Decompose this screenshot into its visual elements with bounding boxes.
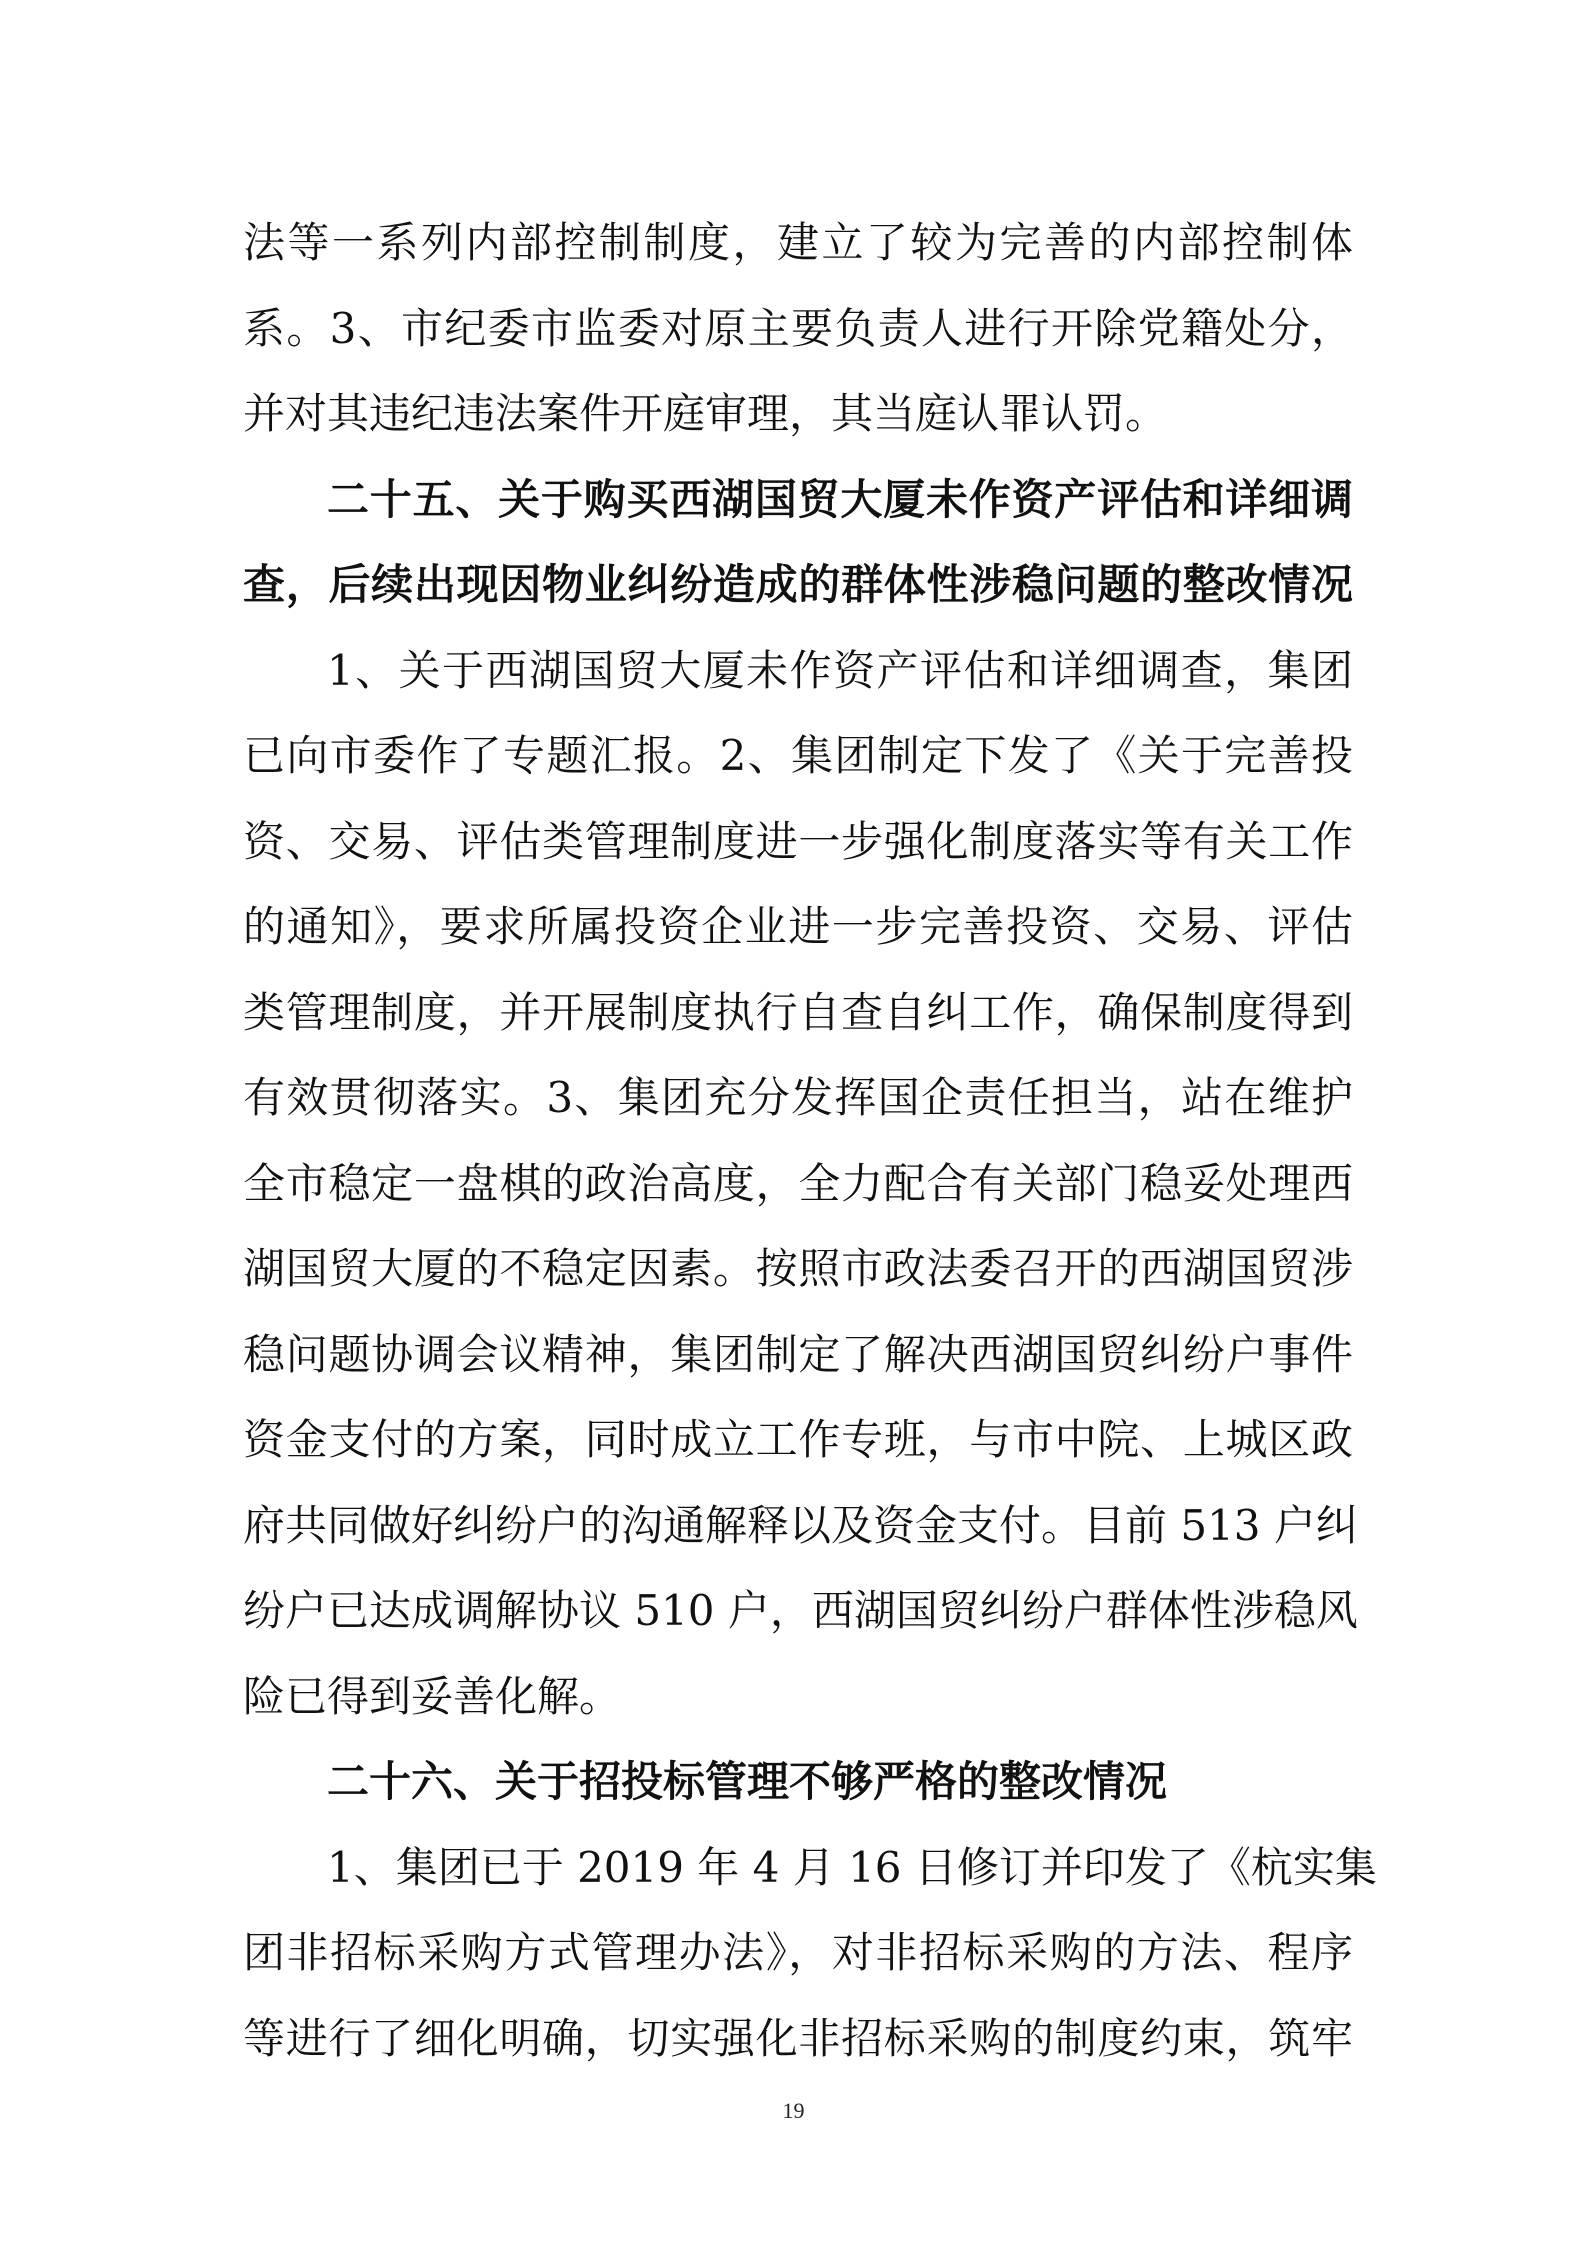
text-line: 府共同做好纠纷户的沟通解释以及资金支付。目前 513 户纠 <box>243 1500 1358 1550</box>
paragraph-continuation <box>243 200 1353 457</box>
text-line: 纷户已达成调解协议 510 户，西湖国贸纠纷户群体性涉稳风 <box>243 1586 1358 1635</box>
text-line: 全市稳定一盘棋的政治高度，全力配合有关部门稳妥处理西 <box>243 1158 1353 1208</box>
heading-line: 二十六、关于招投标管理不够严格的整改情况 <box>327 1757 1168 1806</box>
text-line: 资、交易、评估类管理制度进一步强化制度落实等有关工作 <box>243 816 1353 866</box>
paragraph-26 <box>243 1825 1377 2082</box>
paragraph-25 <box>243 628 1358 1740</box>
text-line: 类管理制度，并开展制度执行自查自纠工作，确保制度得到 <box>243 987 1353 1037</box>
text-line: 险已得到妥善化解。 <box>243 1671 622 1721</box>
text-line: 系。3、市纪委市监委对原主要负责人进行开除党籍处分， <box>243 303 1353 353</box>
document-page <box>243 200 1377 2081</box>
text-line: 并对其违纪违法案件开庭审理，其当庭认罪认罚。 <box>243 389 1168 438</box>
text-line: 法等一系列内部控制制度，建立了较为完善的内部控制体 <box>243 218 1353 267</box>
text-line: 1、关于西湖国贸大厦未作资产评估和详细调查，集团 <box>327 645 1353 695</box>
text-line: 稳问题协调会议精神，集团制定了解决西湖国贸纠纷户事件 <box>243 1329 1353 1379</box>
text-line: 的通知》，要求所属投资企业进一步完善投资、交易、评估 <box>243 902 1353 951</box>
text-line: 资金支付的方案，同时成立工作专班，与市中院、上城区政 <box>243 1415 1353 1464</box>
text-line: 团非招标采购方式管理办法》，对非招标采购的方法、程序 <box>243 1928 1353 1977</box>
page-number: 19 <box>782 2098 805 2123</box>
text-line: 有效贯彻落实。3、集团充分发挥国企责任担当，站在维护 <box>243 1073 1353 1122</box>
text-line: 1、集团已于 2019 年 4 月 16 日修订并印发了《杭实集 <box>327 1842 1377 1892</box>
text-line: 等进行了细化明确，切实强化非招标采购的制度约束，筑牢 <box>243 2013 1353 2063</box>
heading-line: 查，后续出现因物业纠纷造成的群体性涉稳问题的整改情况 <box>243 560 1353 609</box>
section-heading-25 <box>243 457 1353 628</box>
text-line: 湖国贸大厦的不稳定因素。按照市政法委召开的西湖国贸涉 <box>243 1244 1353 1293</box>
heading-line: 二十五、关于购买西湖国贸大厦未作资产评估和详细调 <box>327 474 1353 524</box>
section-heading-26 <box>243 1739 1353 1825</box>
text-line: 已向市委作了专题汇报。2、集团制定下发了《关于完善投 <box>243 731 1353 780</box>
